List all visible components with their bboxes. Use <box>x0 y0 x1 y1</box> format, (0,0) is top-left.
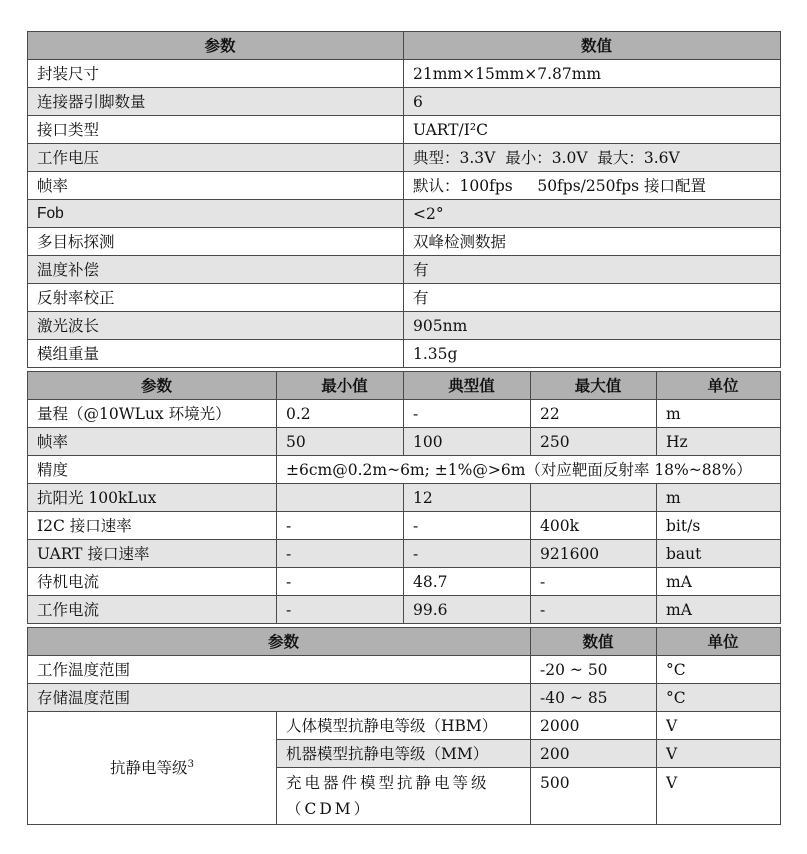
table-row <box>28 116 781 144</box>
unit: V <box>657 768 781 825</box>
unit: mA <box>657 568 781 596</box>
environment-table <box>27 627 781 825</box>
typ-value: 100 <box>404 428 531 456</box>
esd-label <box>28 712 277 825</box>
header-cell: 最小值 <box>277 372 404 400</box>
table-row <box>28 88 781 116</box>
esd-item-name: 机器模型抗静电等级（MM） <box>277 740 531 768</box>
table-row <box>28 684 781 712</box>
param-value: 905nm <box>404 312 781 340</box>
table-row <box>28 456 781 484</box>
param-value: UART/I²C <box>404 116 781 144</box>
param-name: Fob <box>28 200 404 228</box>
param-name: UART 接口速率 <box>28 540 277 568</box>
param-name: 温度补偿 <box>28 256 404 284</box>
accuracy-value: ±6cm@0.2m~6m; ±1%@>6m（对应靶面反射率 18%~88%） <box>277 456 781 484</box>
header-cell: 单位 <box>657 372 781 400</box>
param-name: 模组重量 <box>28 340 404 368</box>
esd-label-text: 抗静电等级 <box>110 759 188 777</box>
basic-params-table <box>27 31 781 368</box>
param-name: 反射率校正 <box>28 284 404 312</box>
table-row <box>28 312 781 340</box>
table-row <box>28 712 781 740</box>
param-value: 双峰检测数据 <box>404 228 781 256</box>
typ-value: - <box>404 540 531 568</box>
esd-item-name: 人体模型抗静电等级（HBM） <box>277 712 531 740</box>
table-row <box>28 428 781 456</box>
table-row <box>28 400 781 428</box>
unit: baut <box>657 540 781 568</box>
max-value: 22 <box>531 400 657 428</box>
unit: m <box>657 400 781 428</box>
min-value: - <box>277 540 404 568</box>
param-name: 帧率 <box>28 172 404 200</box>
param-name: 量程（@10WLux 环境光） <box>28 400 277 428</box>
table-row <box>28 172 781 200</box>
param-value: 21mm×15mm×7.87mm <box>404 60 781 88</box>
table-header-row <box>28 628 781 656</box>
table-row <box>28 340 781 368</box>
performance-table <box>27 371 781 624</box>
esd-item-value: 2000 <box>531 712 657 740</box>
param-value: <2° <box>404 200 781 228</box>
param-value: -40 ~ 85 <box>531 684 657 712</box>
unit: °C <box>657 656 781 684</box>
table-row <box>28 540 781 568</box>
unit: V <box>657 712 781 740</box>
table-header-row <box>28 32 781 60</box>
max-value: - <box>531 596 657 624</box>
esd-item-name: 充电器件模型抗静电等级（CDM） <box>277 768 531 825</box>
max-value <box>531 484 657 512</box>
min-value: 50 <box>277 428 404 456</box>
param-value: 默认：100fps 50fps/250fps 接口配置 <box>404 172 781 200</box>
unit: bit/s <box>657 512 781 540</box>
esd-item-value: 200 <box>531 740 657 768</box>
param-value: -20 ~ 50 <box>531 656 657 684</box>
max-value: 250 <box>531 428 657 456</box>
table-row <box>28 512 781 540</box>
header-cell: 参数 <box>28 32 404 60</box>
param-name: 待机电流 <box>28 568 277 596</box>
table-row <box>28 484 781 512</box>
min-value <box>277 484 404 512</box>
table-row <box>28 568 781 596</box>
param-value: 有 <box>404 284 781 312</box>
table-row <box>28 656 781 684</box>
min-value: - <box>277 512 404 540</box>
table-row <box>28 596 781 624</box>
table-header-row <box>28 372 781 400</box>
table-row <box>28 256 781 284</box>
footnote-marker: 3 <box>187 758 194 770</box>
max-value: 921600 <box>531 540 657 568</box>
header-cell: 单位 <box>657 628 781 656</box>
param-name: 接口类型 <box>28 116 404 144</box>
typ-value: 99.6 <box>404 596 531 624</box>
table-row <box>28 60 781 88</box>
typ-value: 12 <box>404 484 531 512</box>
esd-item-value: 500 <box>531 768 657 825</box>
param-name: 连接器引脚数量 <box>28 88 404 116</box>
param-value: 典型：3.3V 最小：3.0V 最大：3.6V <box>404 144 781 172</box>
min-value: 0.2 <box>277 400 404 428</box>
param-name: 工作电流 <box>28 596 277 624</box>
param-value: 6 <box>404 88 781 116</box>
param-name: 多目标探测 <box>28 228 404 256</box>
param-name: 精度 <box>28 456 277 484</box>
unit: m <box>657 484 781 512</box>
header-cell: 数值 <box>404 32 781 60</box>
param-name: 封装尺寸 <box>28 60 404 88</box>
unit: °C <box>657 684 781 712</box>
min-value: - <box>277 568 404 596</box>
table-row <box>28 284 781 312</box>
typ-value: 48.7 <box>404 568 531 596</box>
header-cell: 最大值 <box>531 372 657 400</box>
table-row <box>28 228 781 256</box>
param-value: 1.35g <box>404 340 781 368</box>
typ-value: - <box>404 512 531 540</box>
unit: Hz <box>657 428 781 456</box>
param-name: 存储温度范围 <box>28 684 531 712</box>
table-row <box>28 144 781 172</box>
param-value: 有 <box>404 256 781 284</box>
header-cell: 参数 <box>28 372 277 400</box>
unit: mA <box>657 596 781 624</box>
header-cell: 典型值 <box>404 372 531 400</box>
table-row <box>28 200 781 228</box>
header-cell: 数值 <box>531 628 657 656</box>
param-name: 抗阳光 100kLux <box>28 484 277 512</box>
param-name: 帧率 <box>28 428 277 456</box>
typ-value: - <box>404 400 531 428</box>
max-value: - <box>531 568 657 596</box>
param-name: 激光波长 <box>28 312 404 340</box>
unit: V <box>657 740 781 768</box>
header-cell: 参数 <box>28 628 531 656</box>
max-value: 400k <box>531 512 657 540</box>
param-name: 工作温度范围 <box>28 656 531 684</box>
min-value: - <box>277 596 404 624</box>
param-name: 工作电压 <box>28 144 404 172</box>
param-name: I2C 接口速率 <box>28 512 277 540</box>
